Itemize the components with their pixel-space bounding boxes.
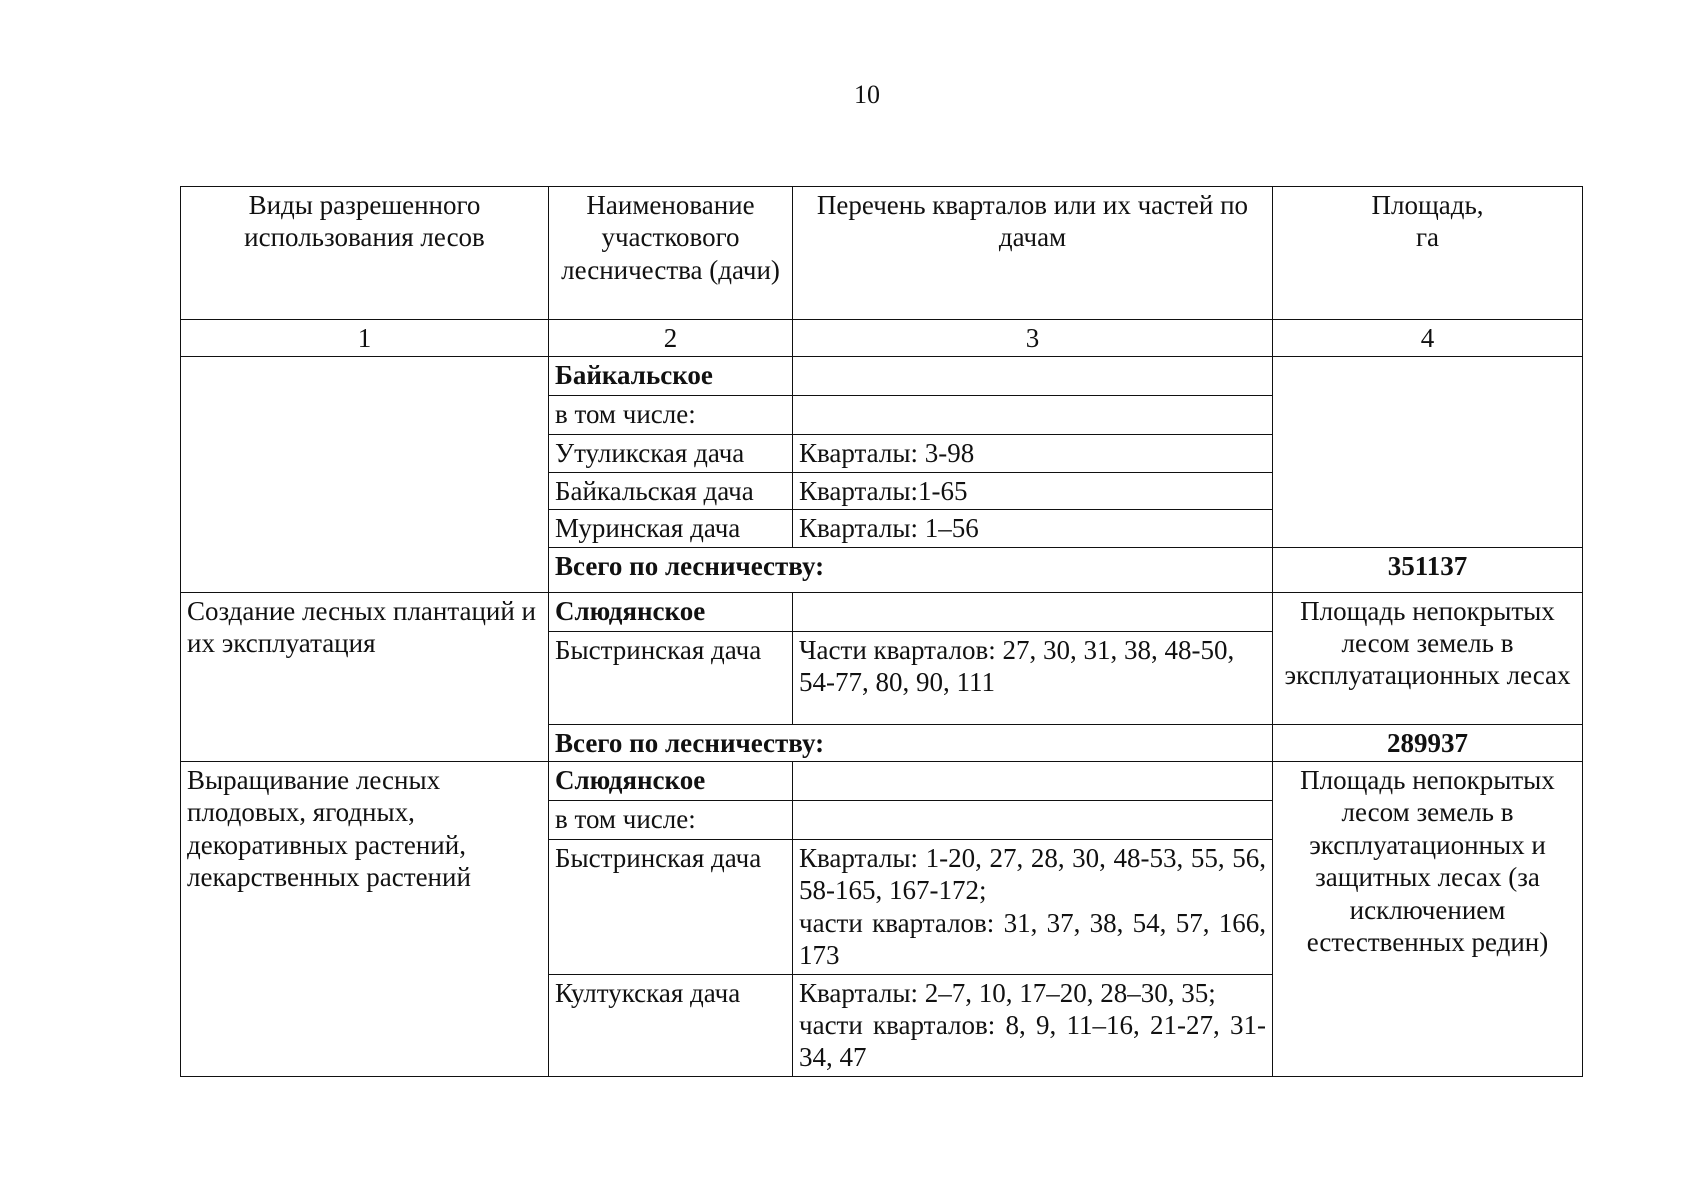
forest-use-table bbox=[180, 186, 1583, 1077]
dacha-name-cell: Байкальская дача bbox=[549, 472, 793, 509]
quarters-partial-list: части кварталов: 8, 9, 11–16, 21-27, 31-34, 47 bbox=[799, 1009, 1266, 1073]
table-row bbox=[181, 357, 1583, 396]
quarters-cell-empty bbox=[793, 396, 1273, 435]
dacha-name-cell: Култукская дача bbox=[549, 974, 793, 1076]
table-row bbox=[181, 592, 1583, 631]
use-type-cell: Создание лесных плантаций и их эксплуатация bbox=[181, 592, 549, 761]
dacha-name-cell: Быстринская дача bbox=[549, 631, 793, 724]
area-cell-empty bbox=[1273, 357, 1583, 547]
quarters-cell bbox=[793, 839, 1273, 974]
header-area-label: Площадь, bbox=[1371, 190, 1484, 220]
forestry-name-cell: Слюдянское bbox=[549, 592, 793, 631]
quarters-full-list: Кварталы: 1-20, 27, 28, 30, 48-53, 55, 56, 58-165, 167-172; bbox=[799, 842, 1266, 906]
dacha-name-cell: Быстринская дача bbox=[549, 839, 793, 974]
column-number-row bbox=[181, 320, 1583, 357]
including-label-cell: в том числе: bbox=[549, 800, 793, 839]
area-note-cell: Площадь непокрытых лесом земель в эксплуатационных лесах bbox=[1273, 592, 1583, 724]
total-label-cell: Всего по лесничеству: bbox=[549, 547, 1273, 592]
quarters-cell-empty bbox=[793, 800, 1273, 839]
quarters-cell-empty bbox=[793, 761, 1273, 800]
quarters-cell-empty bbox=[793, 592, 1273, 631]
column-number-2: 2 bbox=[549, 320, 793, 357]
header-area-unit: га bbox=[1415, 222, 1440, 253]
quarters-cell: Кварталы: 1–56 bbox=[793, 510, 1273, 547]
quarters-partial-list: части кварталов: 31, 37, 38, 54, 57, 166, 173 bbox=[799, 907, 1266, 971]
use-type-cell: Выращивание лесных плодовых, ягодных, декоративных растений, лекарственных растений bbox=[181, 761, 549, 1076]
quarters-cell-empty bbox=[793, 357, 1273, 396]
use-type-cell-empty bbox=[181, 357, 549, 592]
including-label-cell: в том числе: bbox=[549, 396, 793, 435]
quarters-cell: Кварталы:1-65 bbox=[793, 472, 1273, 509]
quarters-full-list: Кварталы: 2–7, 10, 17–20, 28–30, 35; bbox=[799, 977, 1216, 1008]
total-label-cell: Всего по лесничеству: bbox=[549, 724, 1273, 761]
area-note-cell: Площадь непокрытых лесом земель в эксплуатационных и защитных лесах (за исключением естественных редин) bbox=[1273, 761, 1583, 1076]
column-number-1: 1 bbox=[181, 320, 549, 357]
table-header-row bbox=[181, 187, 1583, 320]
column-number-3: 3 bbox=[793, 320, 1273, 357]
quarters-cell: Части кварталов: 27, 30, 31, 38, 48-50, 54-77, 80, 90, 111 bbox=[793, 631, 1273, 724]
header-quarters-list: Перечень кварталов или их частей по дачам bbox=[793, 187, 1273, 320]
dacha-name-cell: Муринская дача bbox=[549, 510, 793, 547]
forestry-name-cell: Слюдянское bbox=[549, 761, 793, 800]
column-number-4: 4 bbox=[1273, 320, 1583, 357]
header-use-type: Виды разрешенного использования лесов bbox=[181, 187, 549, 320]
total-value-cell: 351137 bbox=[1273, 547, 1583, 592]
quarters-cell bbox=[793, 974, 1273, 1076]
table-row bbox=[181, 761, 1583, 800]
forestry-name-cell: Байкальское bbox=[549, 357, 793, 396]
header-forestry-name: Наименование участкового лесничества (дачи) bbox=[549, 187, 793, 320]
page-number: 10 bbox=[854, 80, 880, 109]
header-area bbox=[1273, 187, 1583, 320]
quarters-cell: Кварталы: 3-98 bbox=[793, 435, 1273, 472]
total-value-cell: 289937 bbox=[1273, 724, 1583, 761]
dacha-name-cell: Утуликская дача bbox=[549, 435, 793, 472]
